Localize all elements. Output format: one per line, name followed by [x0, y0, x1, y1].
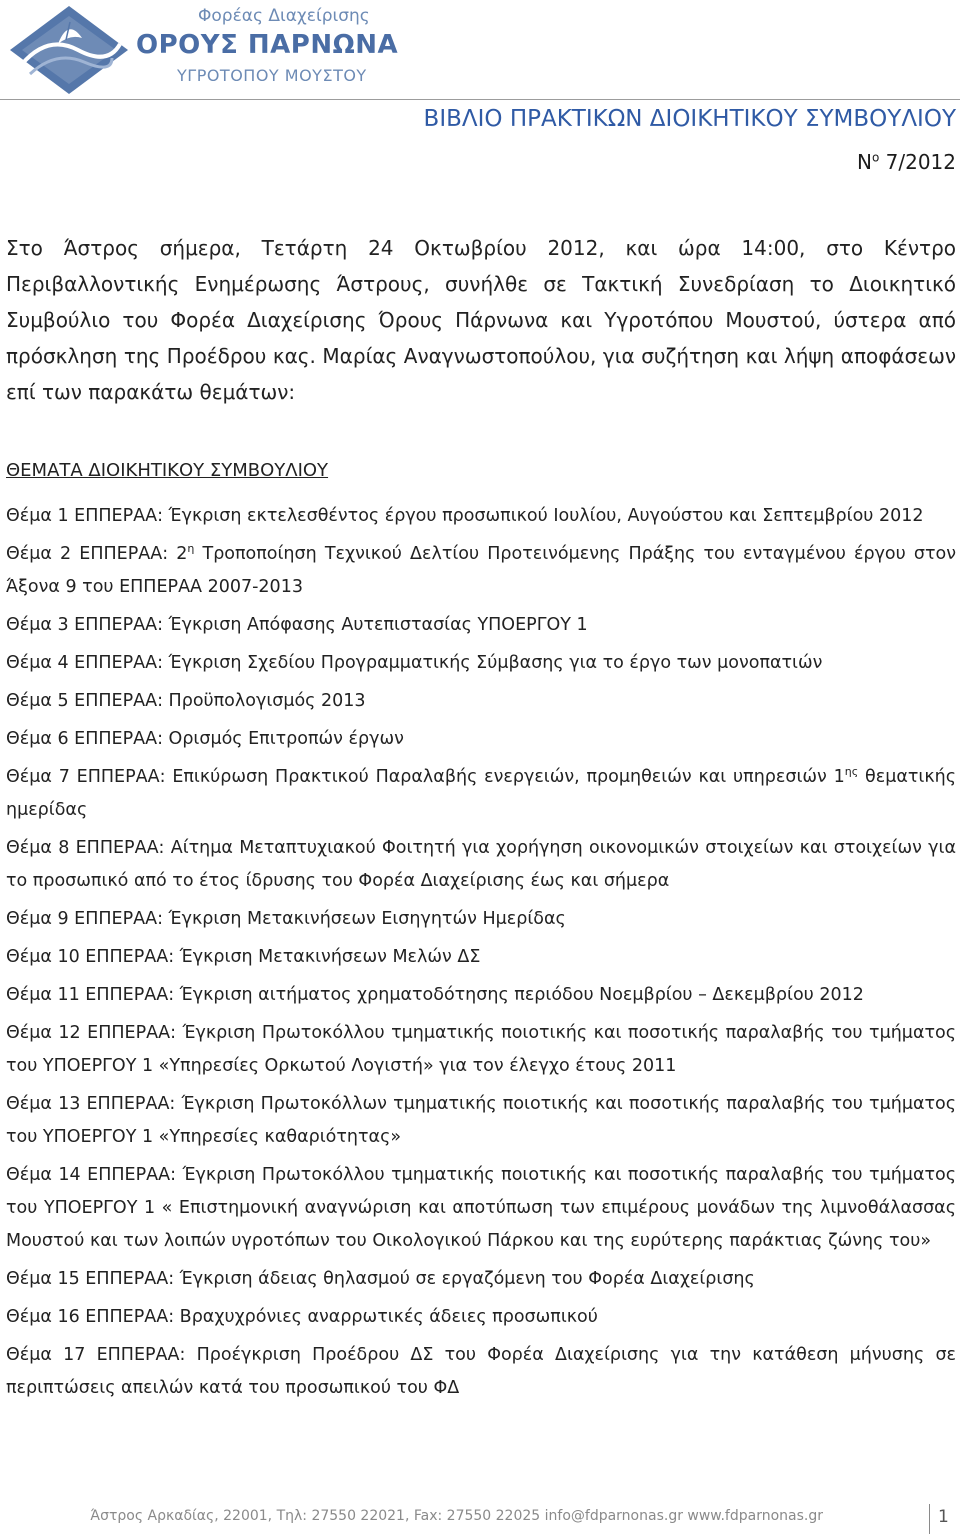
page-header	[0, 0, 960, 100]
topic-item	[6, 1339, 956, 1405]
document-title: ΒΙΒΛΙΟ ΠΡΑΚΤΙΚΩΝ ΔΙΟΙΚΗΤΙΚΟΥ ΣΥΜΒΟΥΛΙΟΥ	[423, 106, 956, 132]
topic-superscript: ης	[844, 765, 859, 779]
topic-item	[6, 723, 956, 756]
topic-text-cont: Τροποποίηση Τεχνικού Δελτίου Προτεινόμενης Πράξης του ενταγμένου έργου στον Άξονα 9 του ΕΠΠΕΡΑΑ 2007-2013	[6, 544, 957, 597]
topic-text: Θέμα 10 ΕΠΠΕΡΑΑ: Έγκριση Μετακινήσεων Μελών ΔΣ	[6, 947, 481, 967]
topic-item	[6, 941, 956, 974]
topic-text: Θέμα 13 ΕΠΠΕΡΑΑ: Έγκριση Πρωτοκόλλων τμηματικής ποιοτικής και ποσοτικής παραλαβής του τμήματος του ΥΠΟΕΡΓΟΥ 1 «Υπηρεσίες καθαριότητας»	[6, 1094, 956, 1147]
topic-text: Θέμα 2 ΕΠΠΕΡΑΑ: 2	[6, 544, 188, 564]
number-value: 7/2012	[879, 150, 956, 174]
topic-text: Θέμα 8 ΕΠΠΕΡΑΑ: Αίτημα Μεταπτυχιακού Φοιτητή για χορήγηση οικονομικών στοιχείων και στοιχείων για το προσωπικό από το έτος ίδρυσης του Φορέα Διαχείρισης έως και σήμερα	[6, 838, 956, 891]
topic-text: Θέμα 12 ΕΠΠΕΡΑΑ: Έγκριση Πρωτοκόλλου τμηματικής ποιοτικής και ποσοτικής παραλαβής του τμήματος του ΥΠΟΕΡΓΟΥ 1 «Υπηρεσίες Ορκωτού Λογιστή» για τον έλεγχο έτους 2011	[6, 1023, 956, 1076]
topic-text: Θέμα 17 ΕΠΠΕΡΑΑ: Προέγκριση Προέδρου ΔΣ του Φορέα Διαχείρισης για την κατάθεση μήνυσης σε περιπτώσεις απειλών κατά του προσωπικού του ΦΔ	[6, 1345, 956, 1398]
footer-divider	[929, 1504, 930, 1534]
topic-text: Θέμα 14 ΕΠΠΕΡΑΑ: Έγκριση Πρωτοκόλλου τμηματικής ποιοτικής και ποσοτικής παραλαβής του τμήματος του ΥΠΟΕΡΓΟΥ 1 « Επιστημονική αναγνώριση και αποτύπωση των επιμέρους μονάδων της λιμνοθάλασσας Μουστού και των λοιπών υγροτόπων του Οικολογικού Πάρκου και της ευρύτερης παράκτιας ζώνης του»	[6, 1165, 956, 1251]
org-name-line2: ΟΡΟΥΣ ΠΑΡΝΩΝΑ	[136, 30, 399, 60]
topic-superscript: η	[187, 542, 195, 556]
page-number: 1	[938, 1507, 949, 1527]
topic-item	[6, 685, 956, 718]
topic-item	[6, 647, 956, 680]
topic-text: Θέμα 5 ΕΠΠΕΡΑΑ: Προϋπολογισμός 2013	[6, 691, 366, 711]
org-name-line3: ΥΓΡΟΤΟΠΟΥ ΜΟΥΣΤΟΥ	[177, 66, 367, 85]
number-prefix: Ν	[856, 150, 872, 174]
topic-text: Θέμα 3 ΕΠΠΕΡΑΑ: Έγκριση Απόφασης Αυτεπιστασίας ΥΠΟΕΡΓΟΥ 1	[6, 615, 588, 635]
topic-item	[6, 832, 956, 898]
footer-contact: Άστρος Αρκαδίας, 22001, Τηλ: 27550 22021, Fax: 27550 22025 info@fdparnonas.gr www.fdparnonas.gr	[90, 1508, 823, 1524]
document-number	[857, 150, 956, 174]
topic-item	[6, 1159, 956, 1258]
topic-text: Θέμα 9 ΕΠΠΕΡΑΑ: Έγκριση Μετακινήσεων Εισηγητών Ημερίδας	[6, 909, 566, 929]
topic-item	[6, 500, 956, 533]
topic-item	[6, 1263, 956, 1296]
header-divider	[0, 99, 960, 100]
topic-text-cont: θεματικής ημερίδας	[6, 767, 956, 820]
topic-text: Θέμα 4 ΕΠΠΕΡΑΑ: Έγκριση Σχεδίου Προγραμματικής Σύμβασης για το έργο των μονοπατιών	[6, 653, 823, 673]
topic-text: Θέμα 7 ΕΠΠΕΡΑΑ: Επικύρωση Πρακτικού Παραλαβής ενεργειών, προμηθειών και υπηρεσιών 1	[6, 767, 845, 787]
topic-item	[6, 761, 956, 827]
topic-text: Θέμα 11 ΕΠΠΕΡΑΑ: Έγκριση αιτήματος χρηματοδότησης περιόδου Νοεμβρίου – Δεκεμβρίου 2012	[6, 985, 864, 1005]
topic-text: Θέμα 15 ΕΠΠΕΡΑΑ: Έγκριση άδειας θηλασμού σε εργαζόμενη του Φορέα Διαχείρισης	[6, 1269, 755, 1289]
topic-item	[6, 1088, 956, 1154]
topic-item	[6, 903, 956, 936]
topic-item	[6, 1017, 956, 1083]
section-title: ΘΕΜΑΤΑ ΔΙΟΙΚΗΤΙΚΟΥ ΣΥΜΒΟΥΛΙΟΥ	[6, 460, 329, 481]
page-footer	[0, 1500, 960, 1536]
topic-item	[6, 1301, 956, 1334]
topic-item	[6, 609, 956, 642]
topic-item	[6, 979, 956, 1012]
topic-item	[6, 538, 956, 604]
org-name-line1: Φορέας Διαχείρισης	[198, 6, 370, 26]
number-superscript: ο	[871, 150, 880, 165]
organization-logo-icon	[8, 4, 130, 96]
intro-paragraph: Στο Άστρος σήμερα, Τετάρτη 24 Οκτωβρίου 2012, και ώρα 14:00, στο Κέντρο Περιβαλλοντικής Ενημέρωσης Άστρους, συνήλθε σε Τακτική Συνεδρίαση το Διοικητικό Συμβούλιο του Φορέα Διαχείρισης Όρους Πάρνωνα και Υγροτόπου Μουστού, ύστερα από πρόσκληση της Προέδρου κας. Μαρίας Αναγνωστοπούλου, για συζήτηση και λήψη αποφάσεων επί των παρακάτω θεμάτων:	[6, 236, 956, 404]
topics-list	[6, 500, 956, 1410]
topic-text: Θέμα 1 ΕΠΠΕΡΑΑ: Έγκριση εκτελεσθέντος έργου προσωπικού Ιουλίου, Αυγούστου και Σεπτεμβρίου 2012	[6, 506, 924, 526]
topic-text: Θέμα 16 ΕΠΠΕΡΑΑ: Βραχυχρόνιες αναρρωτικές άδειες προσωπικού	[6, 1307, 598, 1327]
topic-text: Θέμα 6 ΕΠΠΕΡΑΑ: Ορισμός Επιτροπών έργων	[6, 729, 404, 749]
